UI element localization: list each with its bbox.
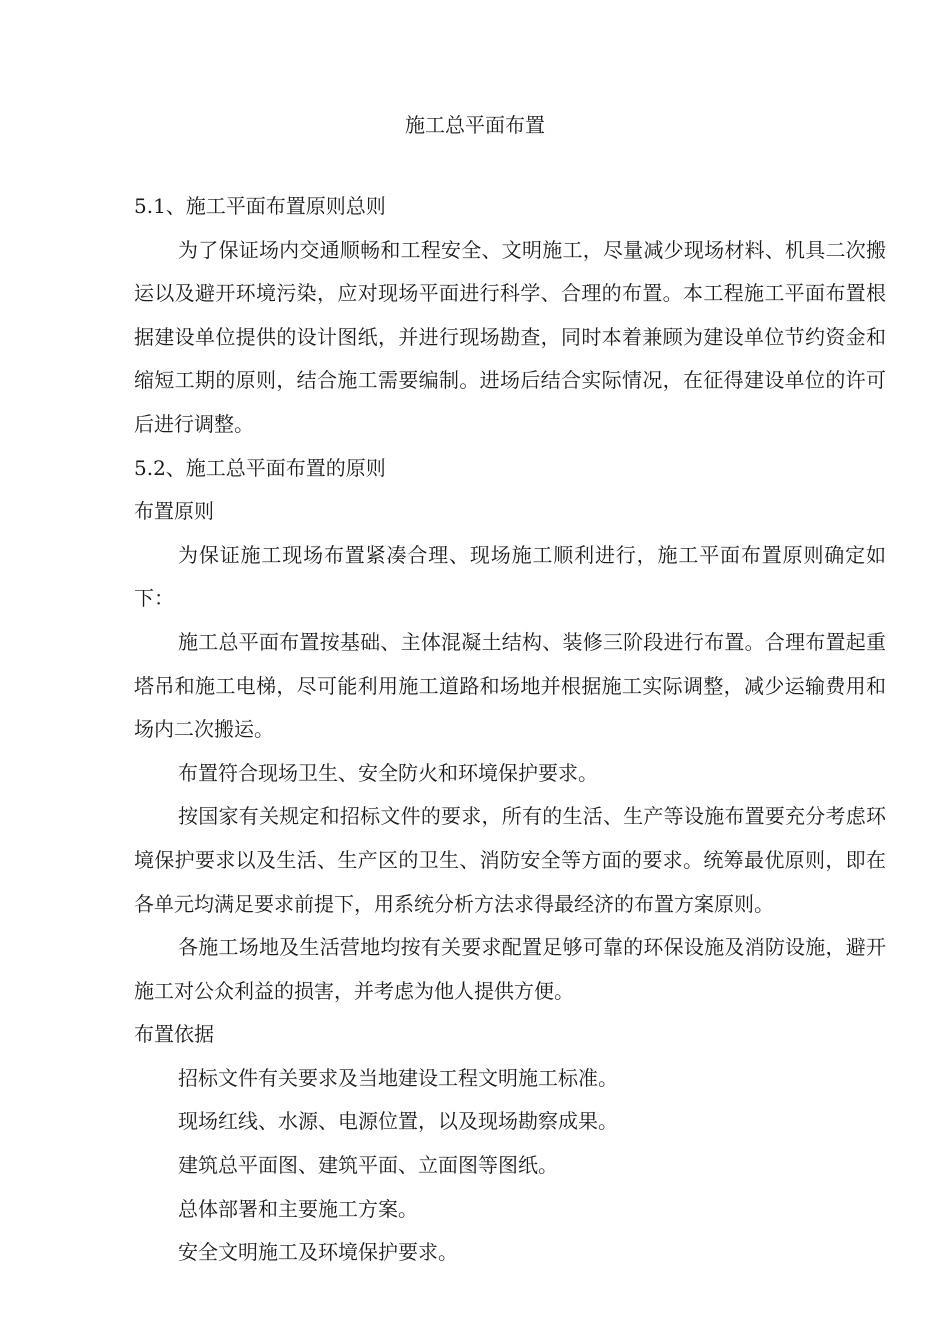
body-paragraph: 布置符合现场卫生、安全防火和环境保护要求。 (178, 760, 598, 785)
body-paragraph: 按国家有关规定和招标文件的要求，所有的生活、生产等设施布置要充分考虑环境保护要求以及生活、生产区的卫生、消防安全等方面的要求。统筹最优原则，即在各单元均满足要求前提下，用系统分析方法求得最经济的布置方案原则。 (134, 804, 886, 916)
basis-item: 总体部署和主要施工方案。 (178, 1196, 418, 1221)
body-paragraph: 为了保证场内交通顺畅和工程安全、文明施工，尽量减少现场材料、机具二次搬运以及避开环境污染，应对现场平面进行科学、合理的布置。本工程施工平面布置根据建设单位提供的设计图纸，并进行现场勘查，同时本着兼顾为建设单位节约资金和缩短工期的原则，结合施工需要编制。进场后结合实际情况，在征得建设单位的许可后进行调整。 (134, 237, 886, 436)
body-paragraph: 施工总平面布置按基础、主体混凝土结构、装修三阶段进行布置。合理布置起重塔吊和施工电梯，尽可能利用施工道路和场地并根据施工实际调整，减少运输费用和场内二次搬运。 (134, 629, 886, 742)
section-heading-5-2: 5.2、施工总平面布置的原则 (134, 455, 386, 480)
body-paragraph: 各施工场地及生活营地均按有关要求配置足够可靠的环保设施及消防设施，避开施工对公众利益的损害，并考虑为他人提供方便。 (134, 935, 886, 1003)
document-body (134, 185, 886, 1275)
body-paragraph: 为保证施工现场布置紧凑合理、现场施工顺利进行，施工平面布置原则确定如下： (134, 542, 886, 611)
basis-item: 建筑总平面图、建筑平面、立面图等图纸。 (178, 1153, 558, 1178)
basis-item: 安全文明施工及环境保护要求。 (178, 1240, 458, 1265)
subheading-layout-principles: 布置原则 (134, 499, 214, 524)
document-title: 施工总平面布置 (405, 113, 545, 137)
basis-item: 招标文件有关要求及当地建设工程文明施工标准。 (178, 1065, 618, 1090)
subheading-layout-basis: 布置依据 (134, 1022, 214, 1047)
basis-item: 现场红线、水源、电源位置，以及现场勘察成果。 (178, 1109, 618, 1134)
section-heading-5-1: 5.1、施工平面布置原则总则 (134, 194, 386, 218)
